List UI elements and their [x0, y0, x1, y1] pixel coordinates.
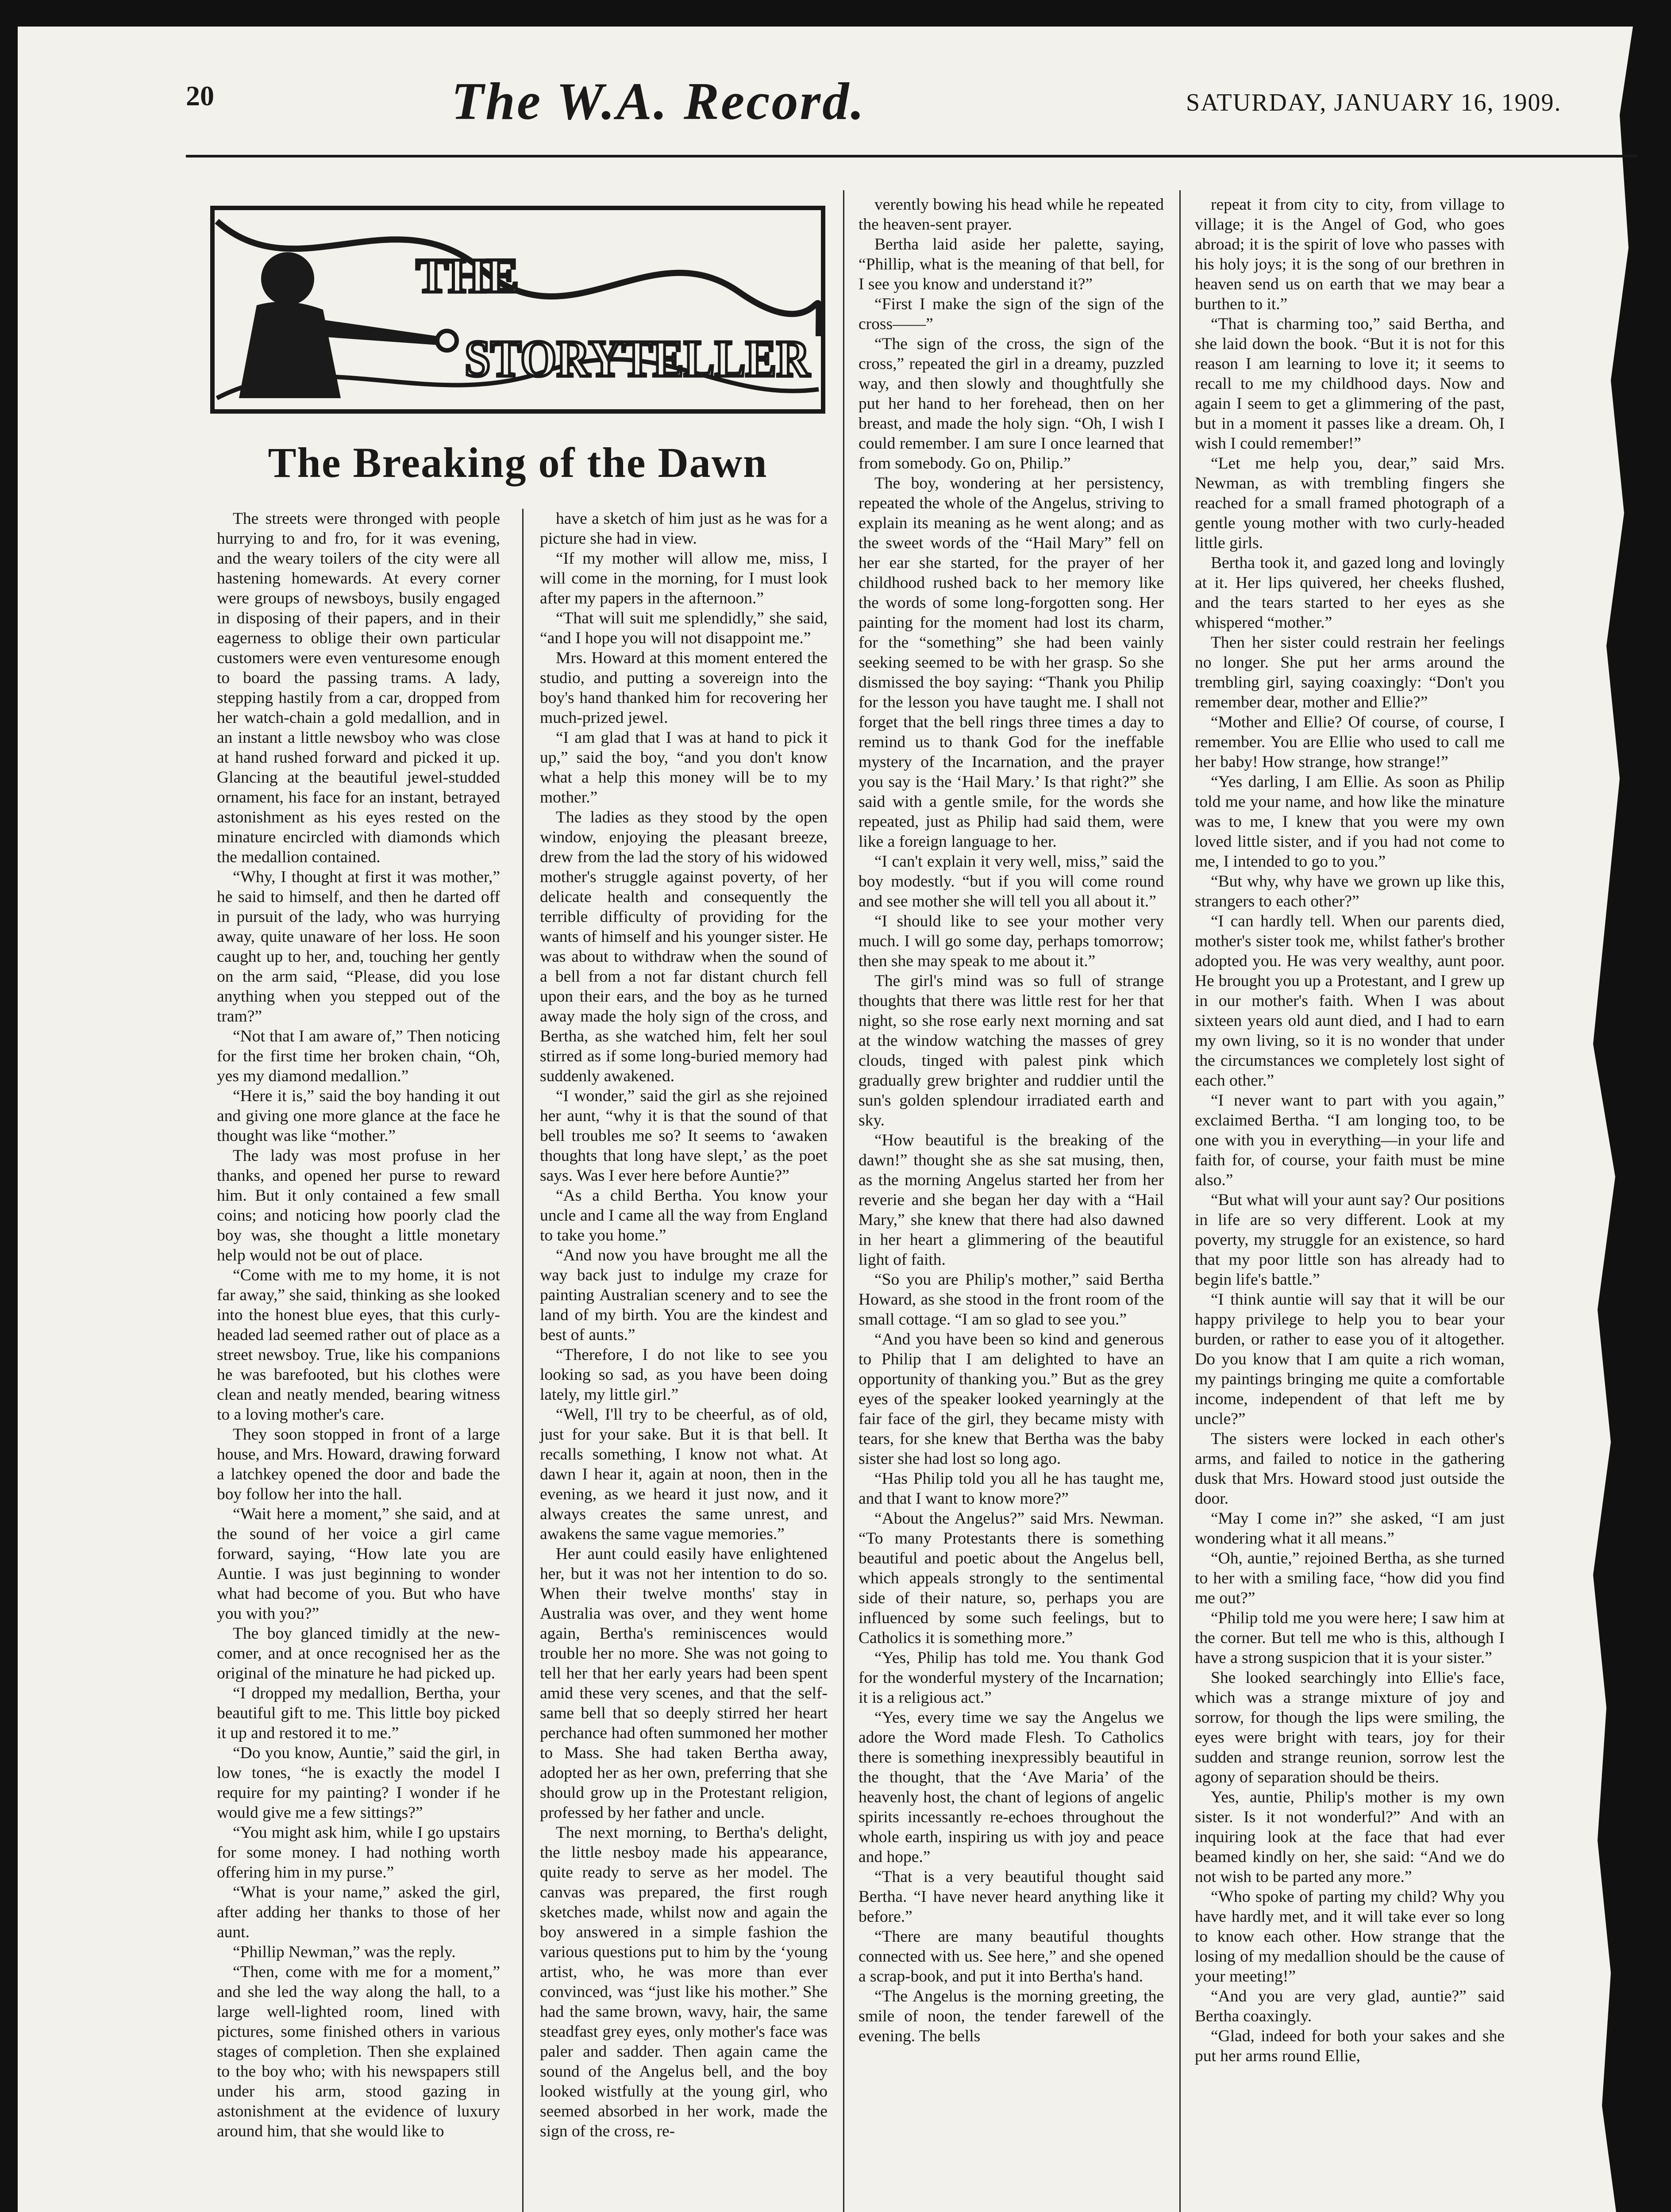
column-divider [522, 509, 524, 2212]
banner-word-the: THE [416, 249, 519, 303]
article-paragraph: The boy, wondering at her persistency, repeated the whole of the Angelus, striving to explain its meaning as he went along; and as the sweet words of the “Hail Mary” fell on her ear she started, for the prayer of her childhood rushed back to her memory like the words of some long-forgotten song. Her painting for the moment had lost its charm, for the “something” she had been vainly seeking seemed to be with her grasp. So she dismissed the boy saying: “Thank you Philip for the lesson you have taught me. I shall not forget that the bell rings three times a day to remind us to thank God for the ineffable mystery of the Incarnation, and the prayer you say is the ‘Hail Mary.’ Is that right?” she said with a gentle smile, for the words she repeated, just as Philip had said them, were like a foreign language to her. [859, 474, 1164, 851]
article-paragraph: “Phillip Newman,” was the reply. [233, 1943, 456, 1961]
article-paragraph: “Who spoke of parting my child? Why you have hardly met, and it will take ever so long to know each other. How strange that the losing of my medallion should be the cause of your meeting!” [1195, 1888, 1505, 1985]
article-paragraph: “Has Philip told you all he has taught me, and that I want to know more?” [859, 1470, 1164, 1508]
article-paragraph: “Come with me to my home, it is not far away,” she said, thinking as she looked into the honest blue eyes, that this curly-headed lad seemed rather out of place as a street newsboy. True, like his companions he was barefooted, but his clothes were clean and neatly mended, bearing witness to a loving mother's care. [217, 1266, 500, 1424]
article-paragraph: “And now you have brought me all the way back just to indulge my craze for painting Australian scenery and to see the land of my birth. You are the kindest and best of aunts.” [540, 1246, 828, 1344]
article-paragraph: “I never want to part with you again,” exclaimed Bertha. “I am longing too, to be one with you in everything—in your life and faith for, of course, your faith must be mine also.” [1195, 1091, 1505, 1189]
article-paragraph: “As a child Bertha. You know your uncle and I came all the way from England to take you home.” [540, 1187, 828, 1244]
article-paragraph: “Well, I'll try to be cheerful, as of old, just for your sake. But it is that bell. It recalls something, I know not what. At dawn I hear it, again at noon, then in the evening, as we heard it just now, and it always creates the same unrest, and awakens the same vague memories.” [540, 1406, 828, 1543]
column-divider [1179, 190, 1181, 2212]
article-paragraph: “If my mother will allow me, miss, I will come in the morning, for I must look after my papers in the afternoon.” [540, 549, 828, 607]
article-column-1 [217, 509, 500, 2212]
article-paragraph: “About the Angelus?” said Mrs. Newman. “To many Protestants there is something beautiful and poetic about the Angelus bell, which appeals strongly to the sentimental side of their nature, so, perhaps you are influenced by some such feelings, but to Catholics it is something more.” [859, 1509, 1164, 1647]
article-paragraph: The streets were thronged with people hurrying to and fro, for it was evening, and the weary toilers of the city were all hastening homewards. At every corner were groups of newsboys, busily engaged in disposing of their papers, and in their eagerness to oblige their own particular customers were even venturesome enough to board the passing trams. A lady, stepping hastily from a car, dropped from her watch-chain a gold medallion, and in an instant a little newsboy who was close at hand rushed forward and picked it up. Glancing at the beautiful jewel-studded ornament, his face for an instant, betrayed astonishment as his eyes rested on the minature encircled with diamonds which the medallion contained. [217, 510, 500, 866]
article-paragraph: verently bowing his head while he repeated the heaven-sent prayer. [859, 196, 1164, 234]
article-paragraph: The girl's mind was so full of strange thoughts that there was little rest for her that night, so she rose early next morning and sat at the window watching the masses of grey clouds, tinged with palest pink which gradually grew brighter and ruddier until the sun's golden splendour irradiated earth and sky. [859, 972, 1164, 1129]
article-paragraph: “And you have been so kind and generous to Philip that I am delighted to have an opportunity of thanking you.” But as the grey eyes of the speaker looked yearningly at the fair face of the girl, they became misty with tears, for she knew that Bertha was the baby sister she had lost so long ago. [859, 1330, 1164, 1468]
article-paragraph: “You might ask him, while I go upstairs for some money. I had nothing worth offering him in my purse.” [217, 1824, 500, 1882]
article-paragraph: The boy glanced timidly at the new-comer, and at once recognised her as the original of the minature he had picked up. [217, 1624, 500, 1682]
article-paragraph: “First I make the sign of the sign of the cross——” [859, 295, 1164, 333]
article-column-2 [540, 509, 828, 2212]
newspaper-page [18, 27, 1646, 2212]
article-paragraph: The lady was most profuse in her thanks, and opened her purse to reward him. But it only contained a few small coins; and noticing how poorly clad the boy was, she thought a little monetary help would not be out of place. [217, 1147, 500, 1264]
article-paragraph: “That is charming too,” said Bertha, and she laid down the book. “But it is not for this reason I am learning to love it; it seems to recall to me my childhood days. Now and again I seem to get a glimmering of the past, but in a moment it passes like a dream. Oh, I wish I could remember!” [1195, 315, 1505, 453]
article-paragraph: Her aunt could easily have enlightened her, but it was not her intention to do so. When their twelve months' stay in Australia was over, and they went home again, Bertha's reminiscences would trouble her no more. She was not going to tell her that her early years had been spent amid these very scenes, and that the self-same bell that so deeply stirred her heart perchance had often summoned her mother to Mass. She had taken Bertha away, adopted her as her own, preferring that she should grow up in the Protestant religion, professed by her father and uncle. [540, 1545, 828, 1822]
article-paragraph: “I should like to see your mother very much. I will go some day, perhaps tomorrow; then she may speak to me about it.” [859, 912, 1164, 970]
article-paragraph: “The sign of the cross, the sign of the cross,” repeated the girl in a dreamy, puzzled way, and then slowly and thoughtfully she put her hand to her forehead, then on her breast, and made the holy sign. “Oh, I wish I could remember. I am sure I once learned that from somebody. Go on, Philip.” [859, 335, 1164, 472]
article-paragraph: “Here it is,” said the boy handing it out and giving one more glance at the face he thought was like “mother.” [217, 1087, 500, 1145]
article-paragraph: “Do you know, Auntie,” said the girl, in low tones, “he is exactly the model I require for my painting? I wonder if he would give me a few sittings?” [217, 1744, 500, 1822]
issue-date: SATURDAY, JANUARY 16, 1909. [1186, 89, 1562, 116]
article-paragraph: The next morning, to Bertha's delight, the little nesboy made his appearance, quite ready to serve as her model. The canvas was prepared, the first rough sketches made, whilst now and again the boy answered in a simple fashion the various questions put to him by the ‘young artist, who, he was more than ever convinced, was “just like his mother.” She had the same brown, wavy, hair, the same steadfast grey eyes, only mother's face was paler and sadder. Then again came the sound of the Angelus bell, and the boy looked wistfully at the young girl, who seemed absorbed in her work, made the sign of the cross, re- [540, 1824, 828, 2140]
article-paragraph: “Glad, indeed for both your sakes and she put her arms round Ellie, [1195, 2027, 1505, 2065]
header-rule [186, 155, 1637, 157]
article-paragraph: “I dropped my medallion, Bertha, your beautiful gift to me. This little boy picked it up and restored it to me.” [217, 1684, 500, 1742]
article-paragraph: “But what will your aunt say? Our positions in life are so very different. Look at my poverty, my struggle for an existence, so hard that my poor little son has already had to begin life's battle.” [1195, 1191, 1505, 1289]
article-paragraph: “Yes darling, I am Ellie. As soon as Philip told me your name, and how like the minature was to me, I knew that you were my own loved little sister, and if you had not come to me, I intended to go to you.” [1195, 773, 1505, 871]
article-paragraph: “I can't explain it very well, miss,” said the boy modestly. “but if you will come round and see mother she will tell you all about it.” [859, 853, 1164, 910]
page-number: 20 [186, 80, 214, 111]
article-paragraph: repeat it from city to city, from village to village; it is the Angel of God, who goes abroad; it is the spirit of love who passes with his holy joys; it is the song of our brethren in heaven send us on earth that we may bear a burthen to it.” [1195, 196, 1505, 313]
article-paragraph: “Mother and Ellie? Of course, of course, I remember. You are Ellie who used to call me her baby! How strange, how strange!” [1195, 713, 1505, 771]
article-paragraph: “May I come in?” she asked, “I am just wondering what it all means.” [1195, 1509, 1505, 1548]
article-paragraph: Then her sister could restrain her feelings no longer. She put her arms around the trembling girl, saying coaxingly: “Don't you remember dear, mother and Ellie?” [1195, 634, 1505, 711]
article-paragraph: “I can hardly tell. When our parents died, mother's sister took me, whilst father's brother adopted you. He was very wealthy, aunt poor. He brought you up a Protestant, and I grew up in our mother's faith. When I was about sixteen years old aunt died, and I had to earn my own living, so it is no wonder that under the circumstances we completely lost sight of each other.” [1195, 912, 1505, 1090]
article-paragraph: “That is a very beautiful thought said Bertha. “I have never heard anything like it before.” [859, 1868, 1164, 1926]
article-paragraph: “Therefore, I do not like to see you looking so sad, as you have been doing lately, my little girl.” [540, 1346, 828, 1404]
article-paragraph: “Yes, every time we say the Angelus we adore the Word made Flesh. To Catholics there is something inexpressibly beautiful in the thought, that the ‘Ave Maria’ of the heavenly host, the chant of legions of angelic spirits incessantly re-echoes throughout the whole earth, inspiring us with joy and peace and hope.” [859, 1709, 1164, 1866]
masthead: The W.A. Record. [451, 72, 866, 131]
article-paragraph: Bertha took it, and gazed long and lovingly at it. Her lips quivered, her cheeks flushed, and the tears started to her eyes as she whispered “mother.” [1195, 554, 1505, 632]
article-title: The Breaking of the Dawn [268, 439, 768, 486]
article-paragraph: “Why, I thought at first it was mother,” he said to himself, and then he darted off in pursuit of the lady, who was hurrying away, quite unaware of her loss. He soon caught up to her, and, touching her gently on the arm said, “Please, did you lose anything when you stepped out of the tram?” [217, 868, 500, 1025]
article-paragraph: “There are many beautiful thoughts connected with us. See here,” and she opened a scrap-book, and put it into Bertha's hand. [859, 1928, 1164, 1985]
article-paragraph: “How beautiful is the breaking of the dawn!” thought she as she sat musing, then, as the morning Angelus started her from her reverie and she began her day with a “Hail Mary,” she knew that there had also dawned in her heart a glimmering of the beautiful light of faith. [859, 1131, 1164, 1269]
article-paragraph: have a sketch of him just as he was for a picture she had in view. [540, 510, 828, 548]
article-paragraph: “Philip told me you were here; I saw him at the corner. But tell me who is this, although I have a strong suspicion that it is your sister.” [1195, 1609, 1505, 1667]
article-paragraph: “That will suit me splendidly,” she said, “and I hope you will not disappoint me.” [540, 609, 828, 647]
article-paragraph: “So you are Philip's mother,” said Bertha Howard, as she stood in the front room of the small cottage. “I am so glad to see you.” [859, 1271, 1164, 1329]
article-paragraph: The ladies as they stood by the open window, enjoying the pleasant breeze, drew from the lad the story of his widowed mother's struggle against poverty, of her delicate health and consequently the terrible difficulty of providing for the wants of himself and his younger sister. He was about to withdraw when the sound of a bell from a not far distant church fell upon their ears, and the boy as he turned away made the holy sign of the cross, and Bertha, as she watched him, felt her soul stirred as if some long-buried memory had suddenly awakened. [540, 808, 828, 1085]
article-paragraph: “But why, why have we grown up like this, strangers to each other?” [1195, 872, 1505, 910]
article-paragraph: Yes, auntie, Philip's mother is my own sister. Is it not wonderful?” And with an inquiring look at the face that had ever beamed kindly on her, she said: “And we do not wish to be parted any more.” [1195, 1788, 1505, 1886]
article-paragraph: “I wonder,” said the girl as she rejoined her aunt, “why it is that the sound of that bell troubles me so? It seems to ‘awaken thoughts that long have slept,’ as the poet says. Was I ever here before Auntie?” [540, 1087, 828, 1185]
article-paragraph: “I am glad that I was at hand to pick it up,” said the boy, “and you don't know what a help this money will be to my mother.” [540, 729, 828, 806]
article-paragraph: The sisters were locked in each other's arms, and failed to notice in the gathering dusk that Mrs. Howard stood just outside the door. [1195, 1430, 1505, 1508]
article-paragraph: “Not that I am aware of,” Then noticing for the first time her broken chain, “Oh, yes my diamond medallion.” [217, 1027, 500, 1085]
article-paragraph: “Let me help you, dear,” said Mrs. Newman, as with trembling fingers she reached for a small framed photograph of a gentle young mother with two curly-headed little girls. [1195, 454, 1505, 552]
article-paragraph: “Then, come with me for a moment,” and she led the way along the hall, to a large well-lighted room, lined with pictures, some finished others in various stages of completion. Then she explained to the boy who; with his newspapers still under his arm, stood gazing in astonishment at the evidence of luxury around him, that she would like to [217, 1963, 500, 2140]
article-paragraph: “Yes, Philip has told me. You thank God for the wonderful mystery of the Incarnation; it is a religious act.” [859, 1649, 1164, 1707]
article-column-3 [859, 195, 1164, 2212]
article-column-4 [1195, 195, 1505, 2212]
article-paragraph: Bertha laid aside her palette, saying, “Phillip, what is the meaning of that bell, for I see you know and understand it?” [859, 235, 1164, 293]
article-paragraph: She looked searchingly into Ellie's face, which was a strange mixture of joy and sorrow, for though the lips were smiling, the eyes were bright with tears, joy for their sudden and strange reunion, sorrow lest the agony of separation should be theirs. [1195, 1669, 1505, 1786]
storyteller-banner [208, 204, 828, 416]
article-paragraph: “And you are very glad, auntie?” said Bertha coaxingly. [1195, 1987, 1505, 2025]
article-paragraph: “The Angelus is the morning greeting, the smile of noon, the tender farewell of the evening. The bells [859, 1987, 1164, 2045]
banner-word-storyteller: STORYTELLER [465, 330, 811, 388]
article-paragraph: “I think auntie will say that it will be our happy privilege to help you to bear your burden, or rather to ease you of it altogether. Do you know that I am quite a rich woman, my paintings bringing me quite a comfortable income, independent of that left me by uncle?” [1195, 1290, 1505, 1428]
column-divider [843, 190, 844, 2212]
article-paragraph: Mrs. Howard at this moment entered the studio, and putting a sovereign into the boy's hand thanked him for recovering her much-prized jewel. [540, 649, 828, 727]
article-paragraph: They soon stopped in front of a large house, and Mrs. Howard, drawing forward a latchkey opened the door and bade the boy follow her into the hall. [217, 1425, 500, 1503]
article-paragraph: “What is your name,” asked the girl, after adding her thanks to those of her aunt. [217, 1883, 500, 1941]
article-paragraph: “Oh, auntie,” rejoined Bertha, as she turned to her with a smiling face, “how did you find me out?” [1195, 1549, 1505, 1607]
article-paragraph: “Wait here a moment,” she said, and at the sound of her voice a girl came forward, saying, “How late you are Auntie. I was just beginning to wonder what had become of you. But who have you with you?” [217, 1505, 500, 1623]
